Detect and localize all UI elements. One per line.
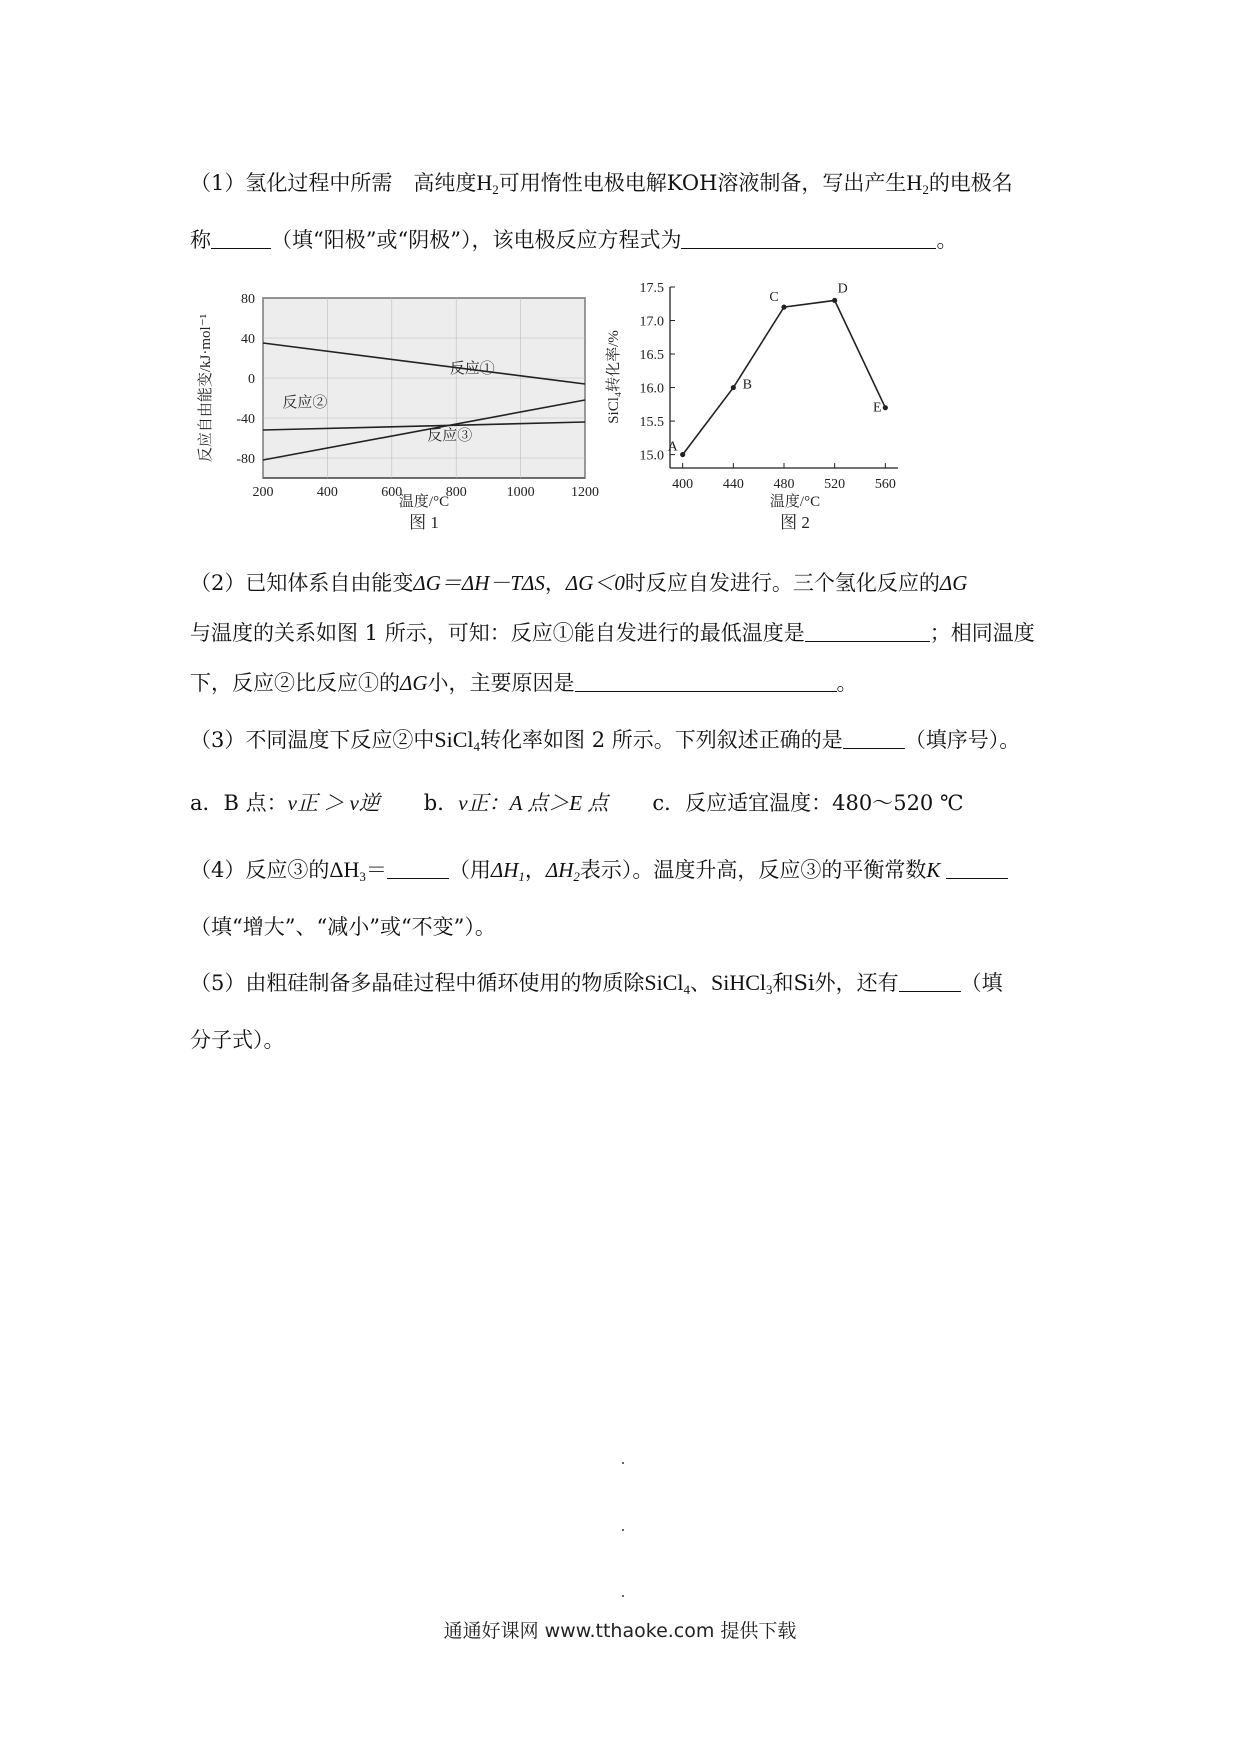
q3-line-1: （3）不同温度下反应②中SiCl$_4$转化率如图 2 所示。下列叙述正确的是 （填序号）。 [190, 727, 1021, 754]
sicl4-formula: SiCl$_4$ [644, 970, 690, 997]
chart-1-xtick-label: 1000 [506, 485, 535, 500]
chart-2-point-C [781, 305, 786, 310]
answer-blank-reason[interactable] [575, 669, 837, 692]
q4-line-1: （4）反应③的$\Delta H_3=$ （用$\Delta H_1$，$\Delta H_2$表示）。温度升高，反应③的平衡常数K [190, 855, 1008, 885]
chart-2-ytick-label: 15.5 [639, 415, 664, 431]
chart-1-xtick-label: 600 [381, 485, 403, 500]
chart-2-point-D [832, 298, 837, 303]
q2-line-2: 与温度的关系如图 1 所示，可知：反应①能自发进行的最低温度是 ；相同温度 [190, 621, 1035, 645]
chart-2-point-label: B [742, 377, 753, 393]
si-formula: Si [793, 971, 815, 995]
sicl4-formula: SiCl$_4$ [434, 727, 481, 754]
chart-2-point-label: E [873, 400, 882, 416]
delta-h3: $\Delta H_3$ [329, 857, 366, 884]
scan-speck [622, 1529, 624, 1531]
spontaneous-condition: ΔG＜0 [565, 571, 625, 595]
chart-2-ytick-label: 16.5 [639, 348, 664, 364]
free-energy-formula: ΔG＝ΔH－TΔS [413, 571, 545, 595]
chart-1-series-label: 反应① [449, 361, 495, 377]
chart-2-xtick-label: 480 [773, 477, 795, 492]
chart-2-xtick-label: 440 [722, 477, 744, 492]
chart-2-ytick-label: 17.0 [639, 314, 664, 330]
q5-line-2: 分子式）。 [190, 1028, 285, 1052]
chart-1-xlabel: 温度/°C [398, 494, 450, 510]
chart-2-xtick-label: 520 [824, 477, 846, 492]
chart-1-xtick-label: 200 [252, 485, 274, 500]
chart-1-ytick-label: 0 [248, 372, 255, 387]
chart-1-series-label: 反应② [282, 395, 328, 411]
option-b: b．v正：A 点＞E 点 [423, 791, 609, 815]
chart-1-ylabel: 反应自由能变/kJ·mol⁻¹ [198, 313, 214, 463]
chart-2-xlabel: 温度/°C [769, 494, 821, 510]
chart-2-xtick-label: 560 [874, 477, 896, 492]
chart-2-point-A [680, 452, 685, 457]
chart-2-ytick-label: 15.0 [639, 448, 664, 464]
chart-2-ylabel: SiCl₄转化率/% [606, 330, 622, 424]
h2-formula: $H_2$ [906, 170, 929, 197]
q2-line-3: 下，反应②比反应①的ΔG小，主要原因是 。 [190, 671, 858, 695]
answer-blank-recycled[interactable] [899, 969, 961, 992]
chart-2-point-label: C [769, 290, 779, 306]
delta-h1: $\Delta H_1$ [490, 858, 525, 884]
scan-speck [622, 1462, 624, 1464]
chart-1-ytick-label: 40 [241, 332, 255, 347]
q5-line-1: （5）由粗硅制备多晶硅过程中循环使用的物质除SiCl$_4$、SiHCl$_3$和Si外，还有 （填 [190, 970, 1003, 997]
chart-1-xtick-label: 1200 [571, 485, 599, 500]
option-a: a．B 点：v正 ＞ v逆 [190, 791, 380, 815]
chart-2-point-E [883, 405, 888, 410]
q4-line-2: （填“增大”、“减小”或“不变”）。 [190, 915, 496, 939]
chart-1-caption: 图 1 [409, 513, 439, 532]
chart-2-series-line [683, 300, 886, 454]
delta-h2: $\Delta H_2$ [545, 858, 580, 884]
chart-1-series-label: 反应③ [427, 428, 473, 444]
answer-blank-options[interactable] [843, 726, 905, 749]
chart-2-ytick-label: 17.5 [639, 281, 664, 296]
chart-2-ytick-label: 16.0 [639, 381, 664, 397]
q1-line-1: （1）氢化过程中所需 高纯度$H_2$可用惰性电极电解KOH溶液制备，写出产生$H_2$的电极名 [190, 170, 1013, 197]
answer-blank-electrode[interactable] [211, 226, 271, 249]
q1-line-2: 称 （填“阳极”或“阴极”），该电极反应方程式为 。 [190, 228, 958, 252]
answer-blank-k[interactable] [946, 856, 1008, 879]
chart-2-caption: 图 2 [780, 513, 810, 532]
answer-blank-equation[interactable] [681, 226, 936, 249]
figure-1-chart [195, 278, 605, 533]
answer-blank-dh3[interactable] [387, 856, 449, 879]
answer-blank-min-temp[interactable] [805, 619, 930, 642]
koh-formula: KOH [666, 171, 718, 195]
figure-2-chart [598, 272, 908, 532]
chart-2-point-label: D [837, 281, 848, 297]
option-c: c．反应适宜温度：480～520 ℃ [652, 791, 964, 815]
page-footer: 通通好课网 www.tthaoke.com 提供下载 [443, 1620, 797, 1642]
chart-1-ytick-label: -40 [236, 412, 255, 427]
scan-speck [622, 1595, 624, 1597]
h2-formula: $H_2$ [476, 170, 499, 197]
q1-text: （1）氢化过程中所需 高纯度 [190, 171, 477, 195]
sihcl3-formula: SiHCl$_3$ [711, 970, 773, 997]
chart-1-ytick-label: -80 [236, 452, 255, 467]
chart-1-ytick-label: 80 [241, 292, 255, 307]
chart-2-point-label: A [667, 439, 678, 455]
chart-2-point-B [731, 385, 736, 390]
chart-1-xtick-label: 800 [445, 485, 467, 500]
chart-2-xtick-label: 400 [672, 477, 694, 492]
chart-1-xtick-label: 400 [316, 485, 338, 500]
q3-options [190, 788, 963, 818]
q2-line-1: （2）已知体系自由能变ΔG＝ΔH－TΔS，ΔG＜0时反应自发进行。三个氢化反应的ΔG [190, 571, 968, 595]
